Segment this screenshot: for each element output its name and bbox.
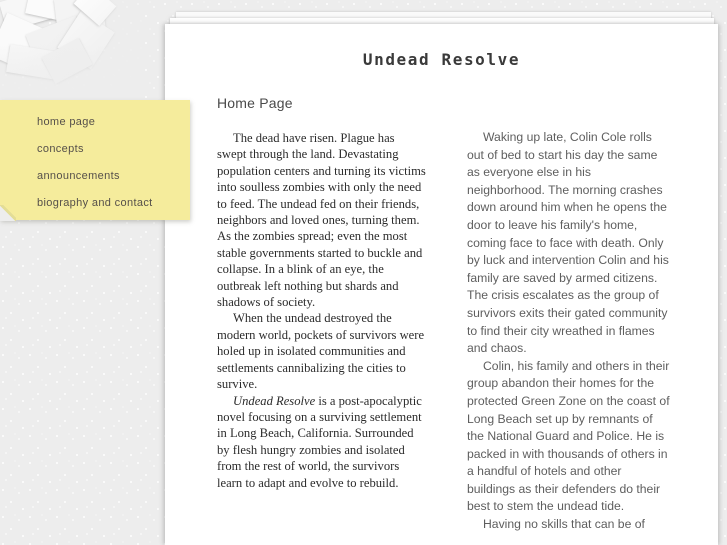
nav-item-home-page[interactable]: home page <box>37 116 96 128</box>
nav-item-biography-and-contact[interactable]: biography and contact <box>37 197 153 209</box>
site-title: Undead Resolve <box>362 50 521 69</box>
sticky-note-corner-curl <box>0 205 16 221</box>
left-column <box>217 95 427 491</box>
nav-item-announcements[interactable]: announcements <box>37 170 120 182</box>
nav-item-concepts[interactable]: concepts <box>37 143 84 155</box>
left-paragraph-1: The dead have risen. Plague has swept through the land. Devastating population centers and turning its victims into soulless zombies with only the need to feed. The undead fed on their friends, neighbors and loved ones, turning them. As the zombies spread; even the most stable governments started to buckle and collapse. In a blink of an eye, the outbreak left nothing but shards and shadows of society. <box>217 131 426 310</box>
book-title-rest: is a post-apocalyptic novel focusing on a surviving settlement in Long Beach, California. Surrounded by flesh hungry zombies and isolated from the rest of world, the survivors learn to adapt and evolve to rebuild. <box>217 393 422 490</box>
left-paragraph-3 <box>217 393 427 491</box>
right-paragraph-1: Waking up late, Colin Cole rolls out of bed to start his day the same as everyone else in his neighborhood. The morning crashes down around him when he opens the door to leave his family's home, coming face to face with death. Only by luck and intervention Colin and his family are saved by armed citizens. The crisis escalates as the group of survivors exits their gated community to find their city wreathed in flames and chaos. <box>467 130 669 356</box>
nav-list <box>37 116 184 224</box>
left-paragraph-2: When the undead destroyed the modern world, pockets of survivors were holed up in isolated communities and settlements cannibalizing the cities to survive. <box>217 311 425 392</box>
right-paragraph-3: Having no skills that can be of <box>483 517 645 532</box>
right-paragraph-2: Colin, his family and others in their group abandon their homes for the protected Green Zone on the coast of Long Beach set up by remnants of the National Guard and Police. He is packed in with thousands of others in a handful of hotels and other buildings as their defenders do their best to stem the undead tide. <box>467 358 670 514</box>
section-heading: Home Page <box>217 95 293 111</box>
right-column <box>467 129 672 534</box>
content-columns <box>165 95 718 545</box>
sticky-note-nav <box>0 100 190 220</box>
book-title-italic: Undead Resolve <box>233 393 316 408</box>
